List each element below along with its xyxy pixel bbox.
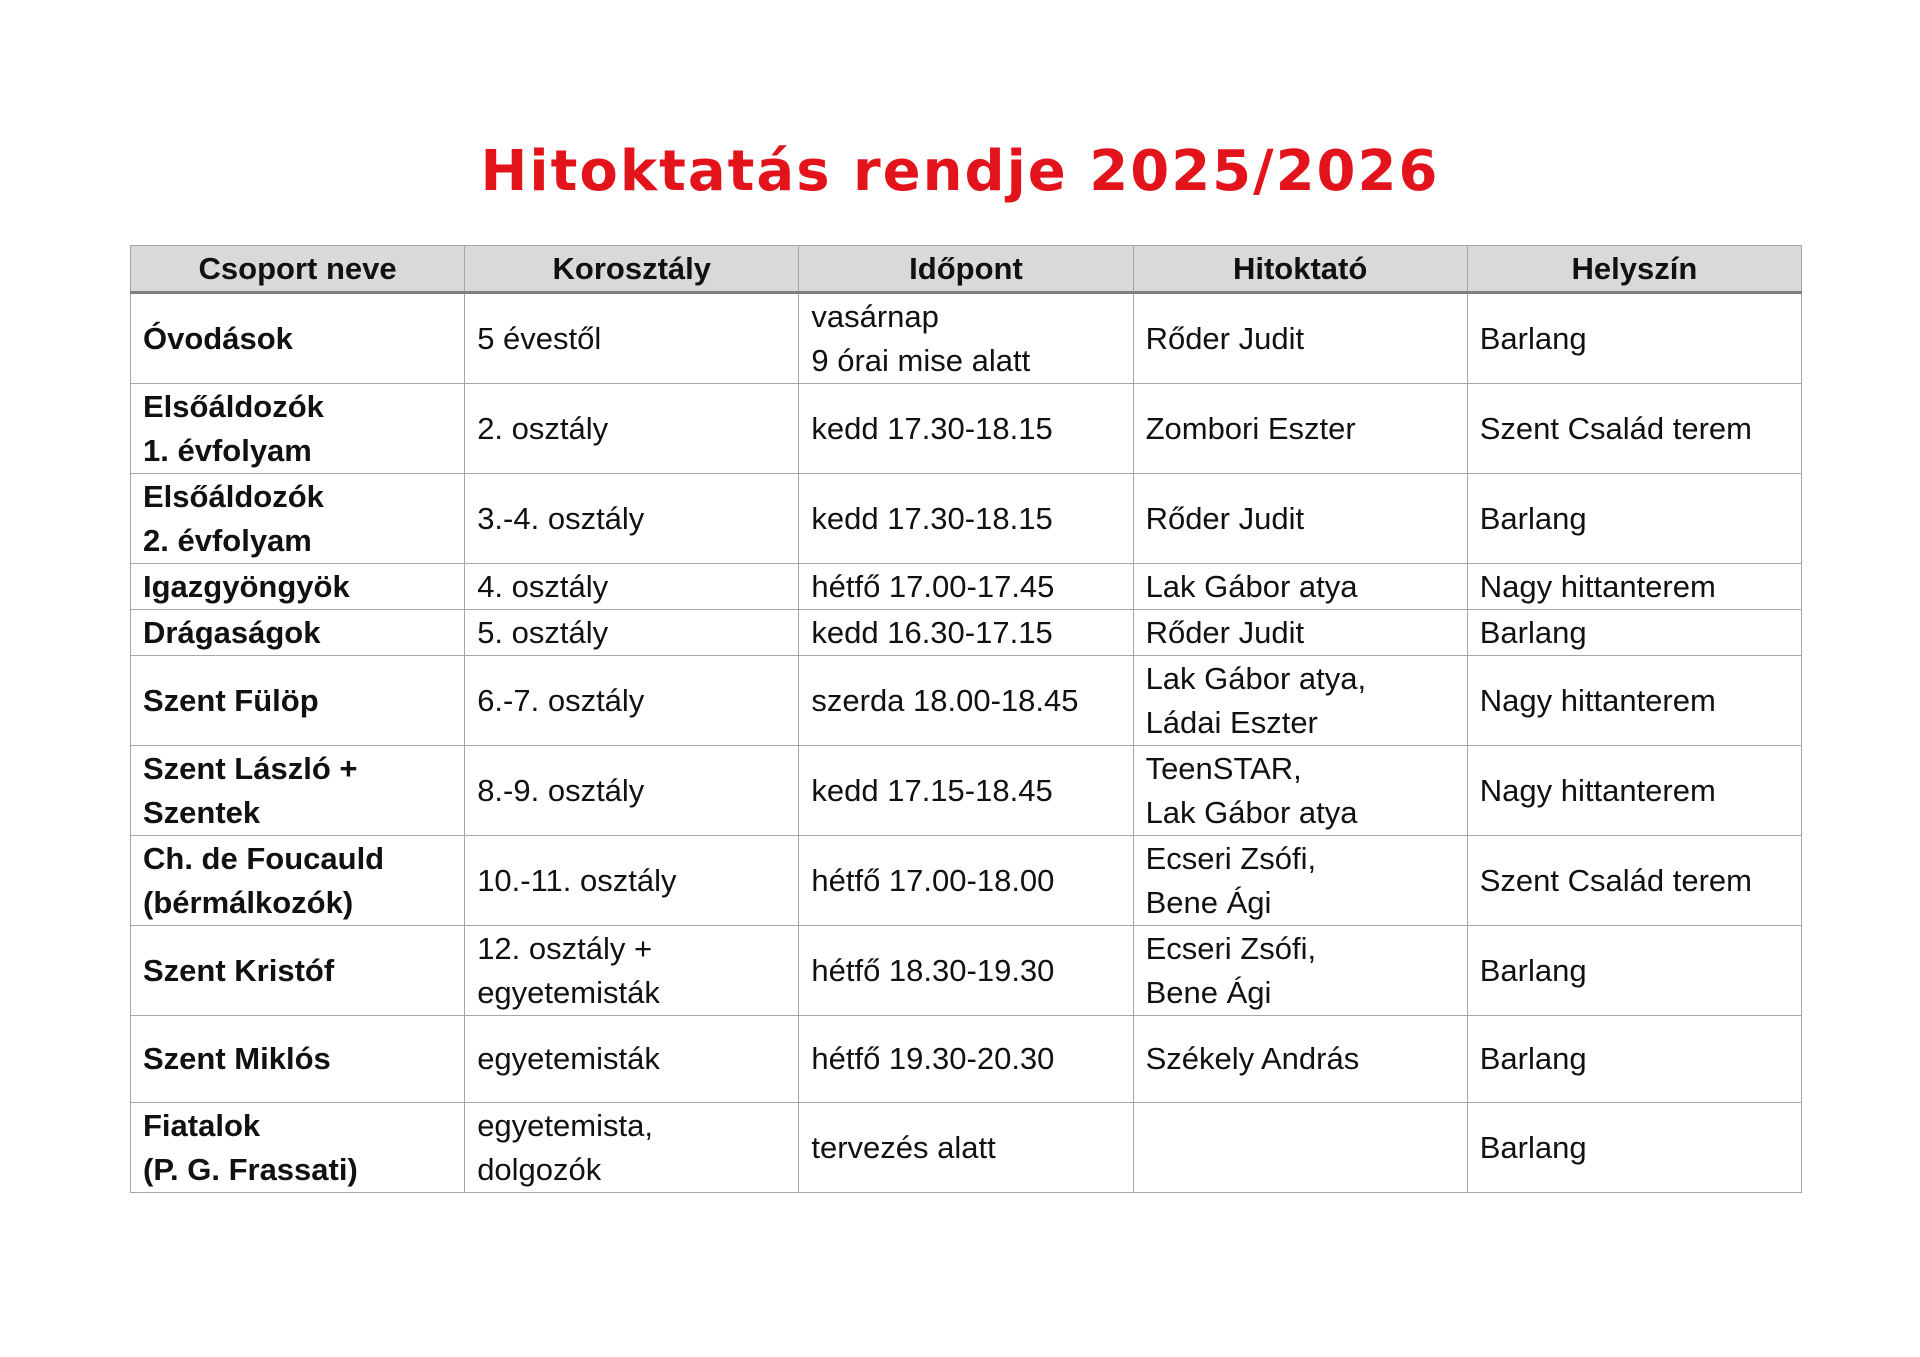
time-cell: hétfő 17.00-18.00	[799, 836, 1133, 926]
age-group-cell: 10.-11. osztály	[465, 836, 799, 926]
time-cell: hétfő 17.00-17.45	[799, 564, 1133, 610]
location-cell: Barlang	[1467, 610, 1801, 656]
teacher-cell: Rőder Judit	[1133, 610, 1467, 656]
age-group-cell: 8.-9. osztály	[465, 746, 799, 836]
teacher-cell	[1133, 1103, 1467, 1193]
group-name-cell: Elsőáldozók 1. évfolyam	[131, 384, 465, 474]
header-group-name: Csoport neve	[131, 246, 465, 293]
age-group-cell: 6.-7. osztály	[465, 656, 799, 746]
group-name-cell: Ch. de Foucauld (bérmálkozók)	[131, 836, 465, 926]
group-name-cell: Óvodások	[131, 293, 465, 384]
page-title: Hitoktatás rendje 2025/2026	[480, 139, 1440, 204]
group-name-cell: Drágaságok	[131, 610, 465, 656]
time-cell: kedd 17.30-18.15	[799, 384, 1133, 474]
age-group-cell: egyetemisták	[465, 1016, 799, 1103]
teacher-cell: Zombori Eszter	[1133, 384, 1467, 474]
location-cell: Barlang	[1467, 293, 1801, 384]
location-cell: Szent Család terem	[1467, 836, 1801, 926]
header-teacher: Hitoktató	[1133, 246, 1467, 293]
table-row	[131, 926, 1802, 1016]
location-cell: Szent Család terem	[1467, 384, 1801, 474]
table-row	[131, 656, 1802, 746]
time-cell: tervezés alatt	[799, 1103, 1133, 1193]
location-cell: Nagy hittanterem	[1467, 656, 1801, 746]
group-name-cell: Elsőáldozók 2. évfolyam	[131, 474, 465, 564]
location-cell: Barlang	[1467, 926, 1801, 1016]
table-row	[131, 1103, 1802, 1193]
teacher-cell: Lak Gábor atya	[1133, 564, 1467, 610]
table-row	[131, 564, 1802, 610]
location-cell: Nagy hittanterem	[1467, 564, 1801, 610]
teacher-cell: Ecseri Zsófi, Bene Ági	[1133, 926, 1467, 1016]
teacher-cell: Ecseri Zsófi, Bene Ági	[1133, 836, 1467, 926]
teacher-cell: Székely András	[1133, 1016, 1467, 1103]
table-row	[131, 384, 1802, 474]
group-name-cell: Szent Miklós	[131, 1016, 465, 1103]
location-cell: Barlang	[1467, 474, 1801, 564]
age-group-cell: egyetemista, dolgozók	[465, 1103, 799, 1193]
table-row	[131, 836, 1802, 926]
table-row	[131, 1016, 1802, 1103]
schedule-table	[130, 245, 1802, 1193]
age-group-cell: 5. osztály	[465, 610, 799, 656]
table-row	[131, 474, 1802, 564]
teacher-cell: Rőder Judit	[1133, 474, 1467, 564]
age-group-cell: 12. osztály + egyetemisták	[465, 926, 799, 1016]
age-group-cell: 5 évestől	[465, 293, 799, 384]
group-name-cell: Szent László + Szentek	[131, 746, 465, 836]
location-cell: Barlang	[1467, 1103, 1801, 1193]
time-cell: kedd 17.30-18.15	[799, 474, 1133, 564]
location-cell: Barlang	[1467, 1016, 1801, 1103]
header-location: Helyszín	[1467, 246, 1801, 293]
teacher-cell: TeenSTAR, Lak Gábor atya	[1133, 746, 1467, 836]
time-cell: hétfő 18.30-19.30	[799, 926, 1133, 1016]
age-group-cell: 2. osztály	[465, 384, 799, 474]
time-cell: hétfő 19.30-20.30	[799, 1016, 1133, 1103]
teacher-cell: Lak Gábor atya, Ládai Eszter	[1133, 656, 1467, 746]
teacher-cell: Rőder Judit	[1133, 293, 1467, 384]
header-time: Időpont	[799, 246, 1133, 293]
location-cell: Nagy hittanterem	[1467, 746, 1801, 836]
group-name-cell: Szent Fülöp	[131, 656, 465, 746]
time-cell: kedd 16.30-17.15	[799, 610, 1133, 656]
table-row	[131, 746, 1802, 836]
table-row	[131, 610, 1802, 656]
header-age-group: Korosztály	[465, 246, 799, 293]
group-name-cell: Igazgyöngyök	[131, 564, 465, 610]
table-header-row	[131, 246, 1802, 293]
time-cell: vasárnap 9 órai mise alatt	[799, 293, 1133, 384]
age-group-cell: 4. osztály	[465, 564, 799, 610]
group-name-cell: Fiatalok (P. G. Frassati)	[131, 1103, 465, 1193]
age-group-cell: 3.-4. osztály	[465, 474, 799, 564]
time-cell: szerda 18.00-18.45	[799, 656, 1133, 746]
table-row	[131, 293, 1802, 384]
group-name-cell: Szent Kristóf	[131, 926, 465, 1016]
time-cell: kedd 17.15-18.45	[799, 746, 1133, 836]
